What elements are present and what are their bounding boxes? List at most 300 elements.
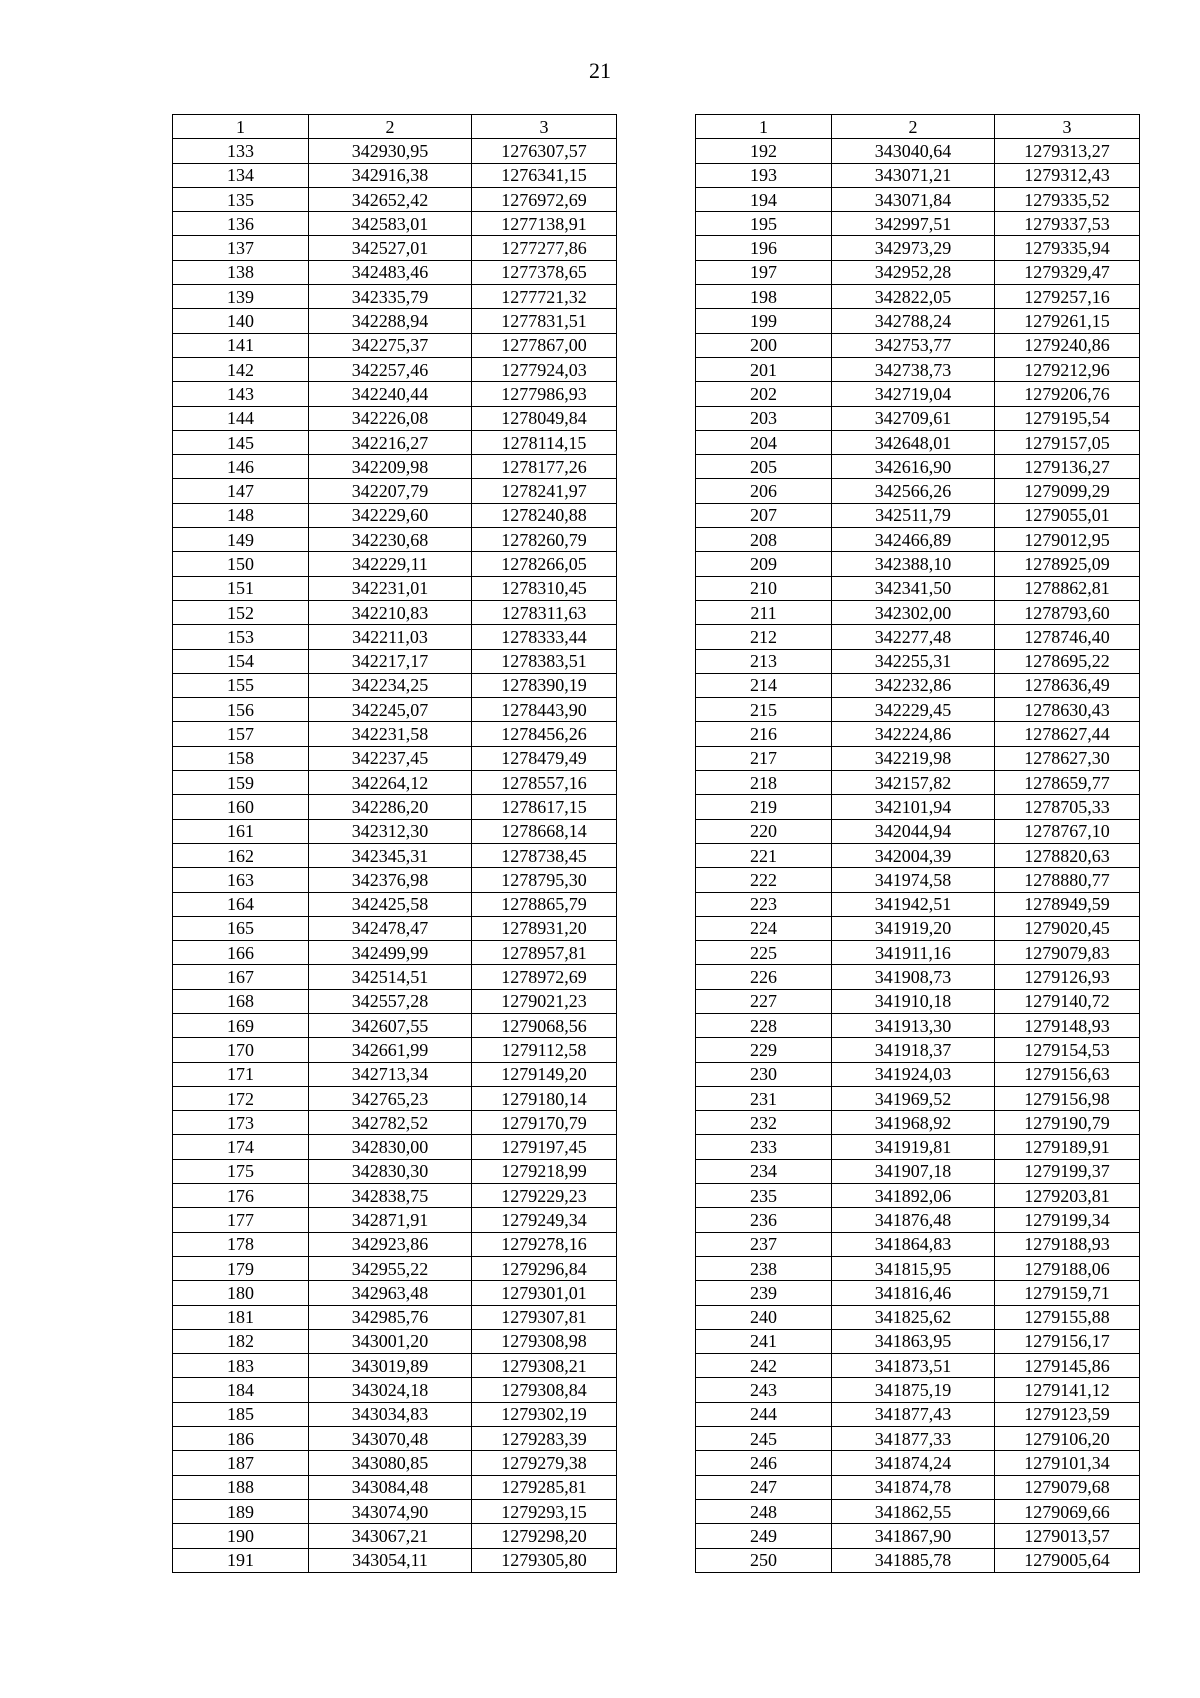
point-number-cell: 212 — [696, 625, 832, 649]
point-number-cell: 143 — [173, 382, 309, 406]
point-number-cell: 188 — [173, 1475, 309, 1499]
x-coordinate-cell: 342788,24 — [832, 309, 995, 333]
x-coordinate-cell: 342838,75 — [309, 1184, 472, 1208]
y-coordinate-cell: 1276307,57 — [472, 139, 617, 163]
point-number-cell: 235 — [696, 1184, 832, 1208]
x-coordinate-cell: 343070,48 — [309, 1427, 472, 1451]
point-number-cell: 219 — [696, 795, 832, 819]
x-coordinate-cell: 342232,86 — [832, 673, 995, 697]
x-coordinate-cell: 342952,28 — [832, 260, 995, 284]
column-header-2: 2 — [832, 115, 995, 139]
y-coordinate-cell: 1278659,77 — [995, 771, 1140, 795]
point-number-cell: 220 — [696, 819, 832, 843]
table-row — [173, 722, 617, 746]
table-row — [696, 1232, 1140, 1256]
point-number-cell: 157 — [173, 722, 309, 746]
table-row — [696, 1475, 1140, 1499]
y-coordinate-cell: 1279203,81 — [995, 1184, 1140, 1208]
x-coordinate-cell: 341863,95 — [832, 1329, 995, 1353]
x-coordinate-cell: 341974,58 — [832, 868, 995, 892]
x-coordinate-cell: 342219,98 — [832, 746, 995, 770]
x-coordinate-cell: 342753,77 — [832, 333, 995, 357]
point-number-cell: 223 — [696, 892, 832, 916]
point-number-cell: 243 — [696, 1378, 832, 1402]
point-number-cell: 231 — [696, 1086, 832, 1110]
column-header-1: 1 — [173, 115, 309, 139]
table-body-right — [696, 139, 1140, 1573]
y-coordinate-cell: 1278114,15 — [472, 430, 617, 454]
table-row — [696, 916, 1140, 940]
y-coordinate-cell: 1279136,27 — [995, 455, 1140, 479]
table-row — [173, 1524, 617, 1548]
point-number-cell: 166 — [173, 941, 309, 965]
y-coordinate-cell: 1278630,43 — [995, 698, 1140, 722]
point-number-cell: 227 — [696, 989, 832, 1013]
y-coordinate-cell: 1278820,63 — [995, 843, 1140, 867]
y-coordinate-cell: 1277378,65 — [472, 260, 617, 284]
point-number-cell: 224 — [696, 916, 832, 940]
x-coordinate-cell: 341877,43 — [832, 1402, 995, 1426]
x-coordinate-cell: 341876,48 — [832, 1208, 995, 1232]
x-coordinate-cell: 341874,78 — [832, 1475, 995, 1499]
x-coordinate-cell: 342255,31 — [832, 649, 995, 673]
x-coordinate-cell: 343019,89 — [309, 1354, 472, 1378]
y-coordinate-cell: 1279307,81 — [472, 1305, 617, 1329]
table-row — [173, 916, 617, 940]
point-number-cell: 151 — [173, 576, 309, 600]
x-coordinate-cell: 343040,64 — [832, 139, 995, 163]
x-coordinate-cell: 342616,90 — [832, 455, 995, 479]
table-row — [696, 285, 1140, 309]
point-number-cell: 193 — [696, 163, 832, 187]
y-coordinate-cell: 1278333,44 — [472, 625, 617, 649]
column-header-2: 2 — [309, 115, 472, 139]
point-number-cell: 230 — [696, 1062, 832, 1086]
x-coordinate-cell: 342607,55 — [309, 1013, 472, 1037]
table-row — [696, 1499, 1140, 1523]
y-coordinate-cell: 1279159,71 — [995, 1281, 1140, 1305]
y-coordinate-cell: 1278383,51 — [472, 649, 617, 673]
table-row — [173, 212, 617, 236]
x-coordinate-cell: 343084,48 — [309, 1475, 472, 1499]
y-coordinate-cell: 1279308,21 — [472, 1354, 617, 1378]
x-coordinate-cell: 342211,03 — [309, 625, 472, 649]
table-row — [173, 868, 617, 892]
y-coordinate-cell: 1279188,93 — [995, 1232, 1140, 1256]
y-coordinate-cell: 1279229,23 — [472, 1184, 617, 1208]
y-coordinate-cell: 1279335,52 — [995, 187, 1140, 211]
table-row — [173, 455, 617, 479]
point-number-cell: 242 — [696, 1354, 832, 1378]
point-number-cell: 221 — [696, 843, 832, 867]
x-coordinate-cell: 342216,27 — [309, 430, 472, 454]
x-coordinate-cell: 342277,48 — [832, 625, 995, 649]
x-coordinate-cell: 342557,28 — [309, 989, 472, 1013]
x-coordinate-cell: 342963,48 — [309, 1281, 472, 1305]
table-row — [173, 479, 617, 503]
point-number-cell: 207 — [696, 503, 832, 527]
y-coordinate-cell: 1278049,84 — [472, 406, 617, 430]
table-row — [696, 1354, 1140, 1378]
point-number-cell: 233 — [696, 1135, 832, 1159]
x-coordinate-cell: 342830,00 — [309, 1135, 472, 1159]
x-coordinate-cell: 342302,00 — [832, 600, 995, 624]
y-coordinate-cell: 1279189,91 — [995, 1135, 1140, 1159]
x-coordinate-cell: 343071,84 — [832, 187, 995, 211]
point-number-cell: 182 — [173, 1329, 309, 1353]
table-row — [173, 795, 617, 819]
table-row — [696, 357, 1140, 381]
table-row — [173, 1475, 617, 1499]
point-number-cell: 178 — [173, 1232, 309, 1256]
point-number-cell: 148 — [173, 503, 309, 527]
y-coordinate-cell: 1278627,30 — [995, 746, 1140, 770]
table-row — [173, 1111, 617, 1135]
table-row — [696, 1524, 1140, 1548]
point-number-cell: 160 — [173, 795, 309, 819]
y-coordinate-cell: 1279298,20 — [472, 1524, 617, 1548]
point-number-cell: 163 — [173, 868, 309, 892]
point-number-cell: 162 — [173, 843, 309, 867]
table-row — [173, 406, 617, 430]
x-coordinate-cell: 342923,86 — [309, 1232, 472, 1256]
table-row — [696, 1159, 1140, 1183]
point-number-cell: 225 — [696, 941, 832, 965]
y-coordinate-cell: 1279293,15 — [472, 1499, 617, 1523]
table-row — [696, 843, 1140, 867]
x-coordinate-cell: 341892,06 — [832, 1184, 995, 1208]
table-row — [696, 673, 1140, 697]
y-coordinate-cell: 1279079,68 — [995, 1475, 1140, 1499]
x-coordinate-cell: 342955,22 — [309, 1256, 472, 1280]
point-number-cell: 204 — [696, 430, 832, 454]
y-coordinate-cell: 1279188,06 — [995, 1256, 1140, 1280]
y-coordinate-cell: 1278627,44 — [995, 722, 1140, 746]
x-coordinate-cell: 342207,79 — [309, 479, 472, 503]
y-coordinate-cell: 1278390,19 — [472, 673, 617, 697]
x-coordinate-cell: 342312,30 — [309, 819, 472, 843]
y-coordinate-cell: 1279240,86 — [995, 333, 1140, 357]
point-number-cell: 180 — [173, 1281, 309, 1305]
point-number-cell: 145 — [173, 430, 309, 454]
y-coordinate-cell: 1279337,53 — [995, 212, 1140, 236]
table-row — [173, 260, 617, 284]
table-row — [696, 1402, 1140, 1426]
x-coordinate-cell: 341862,55 — [832, 1499, 995, 1523]
x-coordinate-cell: 342713,34 — [309, 1062, 472, 1086]
point-number-cell: 241 — [696, 1329, 832, 1353]
page-number: 21 — [589, 58, 611, 83]
x-coordinate-cell: 342483,46 — [309, 260, 472, 284]
column-header-3: 3 — [995, 115, 1140, 139]
point-number-cell: 159 — [173, 771, 309, 795]
x-coordinate-cell: 342226,08 — [309, 406, 472, 430]
point-number-cell: 170 — [173, 1038, 309, 1062]
y-coordinate-cell: 1278241,97 — [472, 479, 617, 503]
point-number-cell: 191 — [173, 1548, 309, 1572]
x-coordinate-cell: 342286,20 — [309, 795, 472, 819]
table-row — [696, 1329, 1140, 1353]
x-coordinate-cell: 342288,94 — [309, 309, 472, 333]
y-coordinate-cell: 1279257,16 — [995, 285, 1140, 309]
point-number-cell: 247 — [696, 1475, 832, 1499]
y-coordinate-cell: 1279180,14 — [472, 1086, 617, 1110]
x-coordinate-cell: 342234,25 — [309, 673, 472, 697]
x-coordinate-cell: 341942,51 — [832, 892, 995, 916]
y-coordinate-cell: 1277721,32 — [472, 285, 617, 309]
table-row — [696, 698, 1140, 722]
y-coordinate-cell: 1279308,98 — [472, 1329, 617, 1353]
point-number-cell: 206 — [696, 479, 832, 503]
table-row — [173, 285, 617, 309]
point-number-cell: 141 — [173, 333, 309, 357]
point-number-cell: 226 — [696, 965, 832, 989]
y-coordinate-cell: 1277831,51 — [472, 309, 617, 333]
x-coordinate-cell: 342231,01 — [309, 576, 472, 600]
x-coordinate-cell: 342341,50 — [832, 576, 995, 600]
x-coordinate-cell: 341873,51 — [832, 1354, 995, 1378]
coordinates-table-left — [172, 114, 617, 1573]
table-row — [696, 1062, 1140, 1086]
y-coordinate-cell: 1278260,79 — [472, 528, 617, 552]
y-coordinate-cell: 1278266,05 — [472, 552, 617, 576]
x-coordinate-cell: 342210,83 — [309, 600, 472, 624]
table-row — [696, 430, 1140, 454]
coordinates-table-right — [695, 114, 1140, 1573]
table-row — [696, 1013, 1140, 1037]
x-coordinate-cell: 343074,90 — [309, 1499, 472, 1523]
table-row — [173, 1548, 617, 1572]
table-row — [173, 1159, 617, 1183]
point-number-cell: 217 — [696, 746, 832, 770]
y-coordinate-cell: 1276972,69 — [472, 187, 617, 211]
x-coordinate-cell: 342527,01 — [309, 236, 472, 260]
point-number-cell: 229 — [696, 1038, 832, 1062]
point-number-cell: 155 — [173, 673, 309, 697]
table-row — [173, 503, 617, 527]
x-coordinate-cell: 342388,10 — [832, 552, 995, 576]
point-number-cell: 150 — [173, 552, 309, 576]
table-row — [696, 212, 1140, 236]
table-row — [696, 1305, 1140, 1329]
x-coordinate-cell: 342719,04 — [832, 382, 995, 406]
x-coordinate-cell: 341874,24 — [832, 1451, 995, 1475]
table-row — [696, 989, 1140, 1013]
point-number-cell: 184 — [173, 1378, 309, 1402]
table-row — [173, 819, 617, 843]
y-coordinate-cell: 1279285,81 — [472, 1475, 617, 1499]
y-coordinate-cell: 1279305,80 — [472, 1548, 617, 1572]
x-coordinate-cell: 341867,90 — [832, 1524, 995, 1548]
y-coordinate-cell: 1278746,40 — [995, 625, 1140, 649]
point-number-cell: 179 — [173, 1256, 309, 1280]
y-coordinate-cell: 1278949,59 — [995, 892, 1140, 916]
point-number-cell: 197 — [696, 260, 832, 284]
table-row — [696, 552, 1140, 576]
y-coordinate-cell: 1279312,43 — [995, 163, 1140, 187]
x-coordinate-cell: 342245,07 — [309, 698, 472, 722]
point-number-cell: 201 — [696, 357, 832, 381]
x-coordinate-cell: 342217,17 — [309, 649, 472, 673]
table-header-row — [173, 115, 617, 139]
table-row — [696, 819, 1140, 843]
point-number-cell: 189 — [173, 1499, 309, 1523]
table-row — [696, 187, 1140, 211]
y-coordinate-cell: 1279156,17 — [995, 1329, 1140, 1353]
point-number-cell: 146 — [173, 455, 309, 479]
table-row — [696, 795, 1140, 819]
x-coordinate-cell: 343001,20 — [309, 1329, 472, 1353]
x-coordinate-cell: 342237,45 — [309, 746, 472, 770]
table-row — [173, 357, 617, 381]
x-coordinate-cell: 342425,58 — [309, 892, 472, 916]
point-number-cell: 195 — [696, 212, 832, 236]
y-coordinate-cell: 1279112,58 — [472, 1038, 617, 1062]
y-coordinate-cell: 1279156,63 — [995, 1062, 1140, 1086]
y-coordinate-cell: 1279079,83 — [995, 941, 1140, 965]
x-coordinate-cell: 341911,16 — [832, 941, 995, 965]
y-coordinate-cell: 1279302,19 — [472, 1402, 617, 1426]
y-coordinate-cell: 1279068,56 — [472, 1013, 617, 1037]
y-coordinate-cell: 1279140,72 — [995, 989, 1140, 1013]
point-number-cell: 186 — [173, 1427, 309, 1451]
point-number-cell: 222 — [696, 868, 832, 892]
table-row — [173, 1281, 617, 1305]
point-number-cell: 158 — [173, 746, 309, 770]
table-row — [173, 1402, 617, 1426]
x-coordinate-cell: 342376,98 — [309, 868, 472, 892]
x-coordinate-cell: 341907,18 — [832, 1159, 995, 1183]
table-row — [696, 1135, 1140, 1159]
y-coordinate-cell: 1278972,69 — [472, 965, 617, 989]
y-coordinate-cell: 1278456,26 — [472, 722, 617, 746]
table-row — [173, 1038, 617, 1062]
point-number-cell: 198 — [696, 285, 832, 309]
x-coordinate-cell: 342648,01 — [832, 430, 995, 454]
point-number-cell: 154 — [173, 649, 309, 673]
table-row — [696, 309, 1140, 333]
table-row — [173, 1256, 617, 1280]
x-coordinate-cell: 341919,20 — [832, 916, 995, 940]
table-row — [173, 989, 617, 1013]
y-coordinate-cell: 1278862,81 — [995, 576, 1140, 600]
point-number-cell: 213 — [696, 649, 832, 673]
point-number-cell: 194 — [696, 187, 832, 211]
table-row — [173, 1451, 617, 1475]
table-row — [696, 965, 1140, 989]
x-coordinate-cell: 342738,73 — [832, 357, 995, 381]
point-number-cell: 147 — [173, 479, 309, 503]
point-number-cell: 236 — [696, 1208, 832, 1232]
y-coordinate-cell: 1279206,76 — [995, 382, 1140, 406]
x-coordinate-cell: 343067,21 — [309, 1524, 472, 1548]
y-coordinate-cell: 1278925,09 — [995, 552, 1140, 576]
y-coordinate-cell: 1278443,90 — [472, 698, 617, 722]
x-coordinate-cell: 342335,79 — [309, 285, 472, 309]
x-coordinate-cell: 342782,52 — [309, 1111, 472, 1135]
table-row — [696, 941, 1140, 965]
table-row — [173, 1354, 617, 1378]
table-row — [173, 649, 617, 673]
y-coordinate-cell: 1279199,34 — [995, 1208, 1140, 1232]
x-coordinate-cell: 341864,83 — [832, 1232, 995, 1256]
point-number-cell: 232 — [696, 1111, 832, 1135]
table-row — [696, 406, 1140, 430]
x-coordinate-cell: 342514,51 — [309, 965, 472, 989]
y-coordinate-cell: 1279154,53 — [995, 1038, 1140, 1062]
table-row — [173, 1135, 617, 1159]
y-coordinate-cell: 1279099,29 — [995, 479, 1140, 503]
point-number-cell: 175 — [173, 1159, 309, 1183]
y-coordinate-cell: 1278311,63 — [472, 600, 617, 624]
y-coordinate-cell: 1279197,45 — [472, 1135, 617, 1159]
point-number-cell: 187 — [173, 1451, 309, 1475]
y-coordinate-cell: 1279261,15 — [995, 309, 1140, 333]
table-row — [696, 333, 1140, 357]
y-coordinate-cell: 1279313,27 — [995, 139, 1140, 163]
table-row — [696, 382, 1140, 406]
y-coordinate-cell: 1279141,12 — [995, 1378, 1140, 1402]
y-coordinate-cell: 1278479,49 — [472, 746, 617, 770]
point-number-cell: 250 — [696, 1548, 832, 1572]
table-row — [173, 843, 617, 867]
point-number-cell: 168 — [173, 989, 309, 1013]
point-number-cell: 167 — [173, 965, 309, 989]
y-coordinate-cell: 1279301,01 — [472, 1281, 617, 1305]
table-row — [173, 1086, 617, 1110]
y-coordinate-cell: 1279279,38 — [472, 1451, 617, 1475]
point-number-cell: 234 — [696, 1159, 832, 1183]
x-coordinate-cell: 342004,39 — [832, 843, 995, 867]
table-row — [696, 649, 1140, 673]
x-coordinate-cell: 342661,99 — [309, 1038, 472, 1062]
table-row — [173, 698, 617, 722]
table-row — [696, 868, 1140, 892]
table-row — [173, 673, 617, 697]
x-coordinate-cell: 342230,68 — [309, 528, 472, 552]
point-number-cell: 172 — [173, 1086, 309, 1110]
point-number-cell: 144 — [173, 406, 309, 430]
point-number-cell: 228 — [696, 1013, 832, 1037]
table-row — [173, 236, 617, 260]
x-coordinate-cell: 341885,78 — [832, 1548, 995, 1572]
table-row — [696, 479, 1140, 503]
y-coordinate-cell: 1279123,59 — [995, 1402, 1140, 1426]
table-row — [696, 1111, 1140, 1135]
x-coordinate-cell: 342044,94 — [832, 819, 995, 843]
x-coordinate-cell: 342224,86 — [832, 722, 995, 746]
point-number-cell: 240 — [696, 1305, 832, 1329]
x-coordinate-cell: 342830,30 — [309, 1159, 472, 1183]
x-coordinate-cell: 341919,81 — [832, 1135, 995, 1159]
x-coordinate-cell: 342997,51 — [832, 212, 995, 236]
point-number-cell: 138 — [173, 260, 309, 284]
table-row — [696, 722, 1140, 746]
x-coordinate-cell: 341825,62 — [832, 1305, 995, 1329]
point-number-cell: 203 — [696, 406, 832, 430]
point-number-cell: 171 — [173, 1062, 309, 1086]
point-number-cell: 169 — [173, 1013, 309, 1037]
point-number-cell: 139 — [173, 285, 309, 309]
y-coordinate-cell: 1279020,45 — [995, 916, 1140, 940]
table-header-row — [696, 115, 1140, 139]
y-coordinate-cell: 1279170,79 — [472, 1111, 617, 1135]
point-number-cell: 239 — [696, 1281, 832, 1305]
table-row — [173, 965, 617, 989]
x-coordinate-cell: 342229,45 — [832, 698, 995, 722]
y-coordinate-cell: 1279195,54 — [995, 406, 1140, 430]
point-number-cell: 238 — [696, 1256, 832, 1280]
